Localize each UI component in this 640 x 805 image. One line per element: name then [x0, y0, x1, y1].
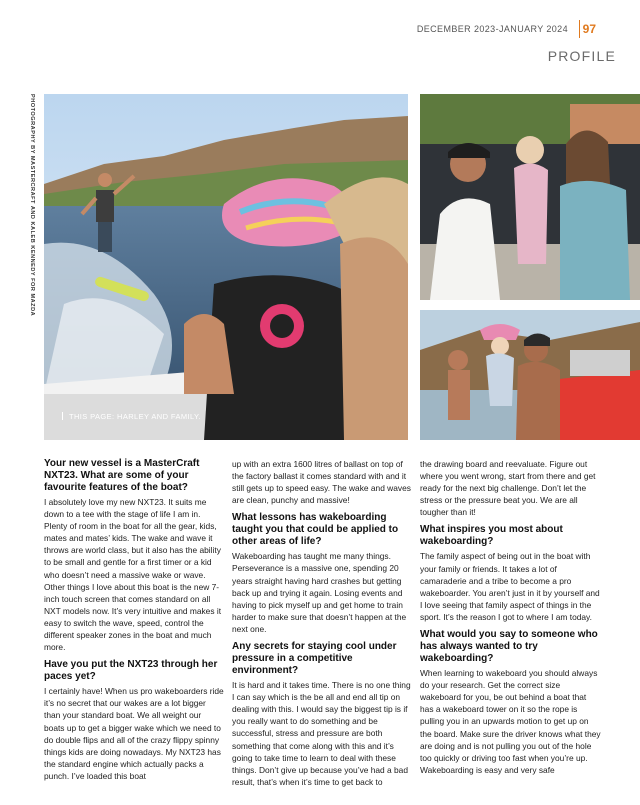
answer-paragraph: I absolutely love my new NXT23. It suits me down to a tee with the stage of life I am in. Plenty of room in the boat for all the gear, kids, mates and mates’ kids. The wake and wave it throws are world class, but it also has the ability to be small and gentle for a first timer or a kid who doesn’t need a massive wake or wave. Other things I love about this boat is the new 7-inch touch screen that comes standard on all NXT models now. It’s very intuitive and makes it easy to switch the wave, speed, control the different speaker zones in the boat and much more. [44, 497, 222, 653]
family-photo-top [420, 94, 640, 300]
issue-date: DECEMBER 2023-JANUARY 2024 [416, 24, 568, 34]
family-photo-bottom [420, 310, 640, 440]
answer-paragraph: I certainly have! When us pro wakeboarders ride it’s no secret that our wakes are a lot bigger than your standard boat. We all weight our boats up to get a bigger wake which we need to do double flips and all of the crazy flippy spinny things kids are doing nowadays. My NXT23 has the standard engine which actually packs a punch. I’ve loaded this boat [44, 686, 224, 781]
main-photo [44, 94, 408, 440]
section-label: PROFILE [547, 48, 616, 64]
answer-paragraph: Wakeboarding has taught me many things. Perseverance is a massive one, spending 20 years straight having hard crashes but getting back up and trying it again. Losing events and having to pick myself up and get home to train harder to make sure that doesn’t happen at the next one. [232, 551, 407, 634]
photo-credit-text: PHOTOGRAPHY BY MASTERCRAFT AND KALEB KENNEDY FOR MAZDA [29, 94, 35, 317]
question-heading: Your new vessel is a MasterCraft NXT23. What are some of your favourite features of the boat? [44, 458, 200, 493]
page-header [416, 22, 620, 38]
question-heading: What inspires you most about wakeboarding? [420, 524, 563, 548]
answer-paragraph: It is hard and it takes time. There is no one thing I can say which is the be all and end all tip on dealing with this. I would say the biggest tip is if you really want to do something and be successful, stress and pressure are both something that come along with this and it’s going to take time to learn to deal with these things. Don’t give up because you’ve had a bad result, that’s when it’s time to get back to [232, 680, 411, 787]
question-heading: What would you say to someone who has always wanted to try wakeboarding? [420, 629, 598, 665]
photo-caption [62, 412, 201, 421]
header-divider [579, 20, 580, 38]
text-column-3 [420, 458, 602, 776]
page-number: 97 [582, 22, 596, 36]
caption-bar [62, 412, 63, 420]
answer-paragraph: the drawing board and reevaluate. Figure out where you went wrong, start from there and get ready for the next big challenge. Don’t let the stress or the pressure beat you. We are all tougher than it! [420, 459, 596, 518]
text-column-1 [44, 458, 224, 782]
question-heading: What lessons has wakeboarding taught you that could be applied to other areas of life? [232, 512, 399, 548]
answer-paragraph: The family aspect of being out in the boat with your family or friends. It takes a lot of camaraderie and a tribe to become a pro wakeboarder. You aren’t just in it by yourself and I love seeing that family aspect of things in the sport. It’s the reason I got to where I am today. [420, 551, 600, 622]
question-heading: Have you put the NXT23 through her paces yet? [44, 659, 218, 683]
caption-text: THIS PAGE: HARLEY AND FAMILY. [69, 412, 201, 421]
question-heading: Any secrets for staying cool under pressure in a competitive environment? [232, 641, 397, 677]
answer-paragraph: up with an extra 1600 litres of ballast on top of the factory ballast it comes standard with and it still gets up to speed easy. The wake and waves are clean, punchy and massive! [232, 459, 411, 506]
photo-credit [25, 94, 37, 324]
text-column-2 [232, 458, 412, 788]
answer-paragraph: When learning to wakeboard you should always do your research. Get the correct size wakeboard for you, be out behind a boat that has a wakeboard tower on it so the rope is pulling you in an upwards motion to get up on the board. Make sure the driver knows what they are doing and is not pulling you out of the hole too quickly or driving too fast when you’re up. Wakeboarding is easy and very safe [420, 668, 601, 775]
